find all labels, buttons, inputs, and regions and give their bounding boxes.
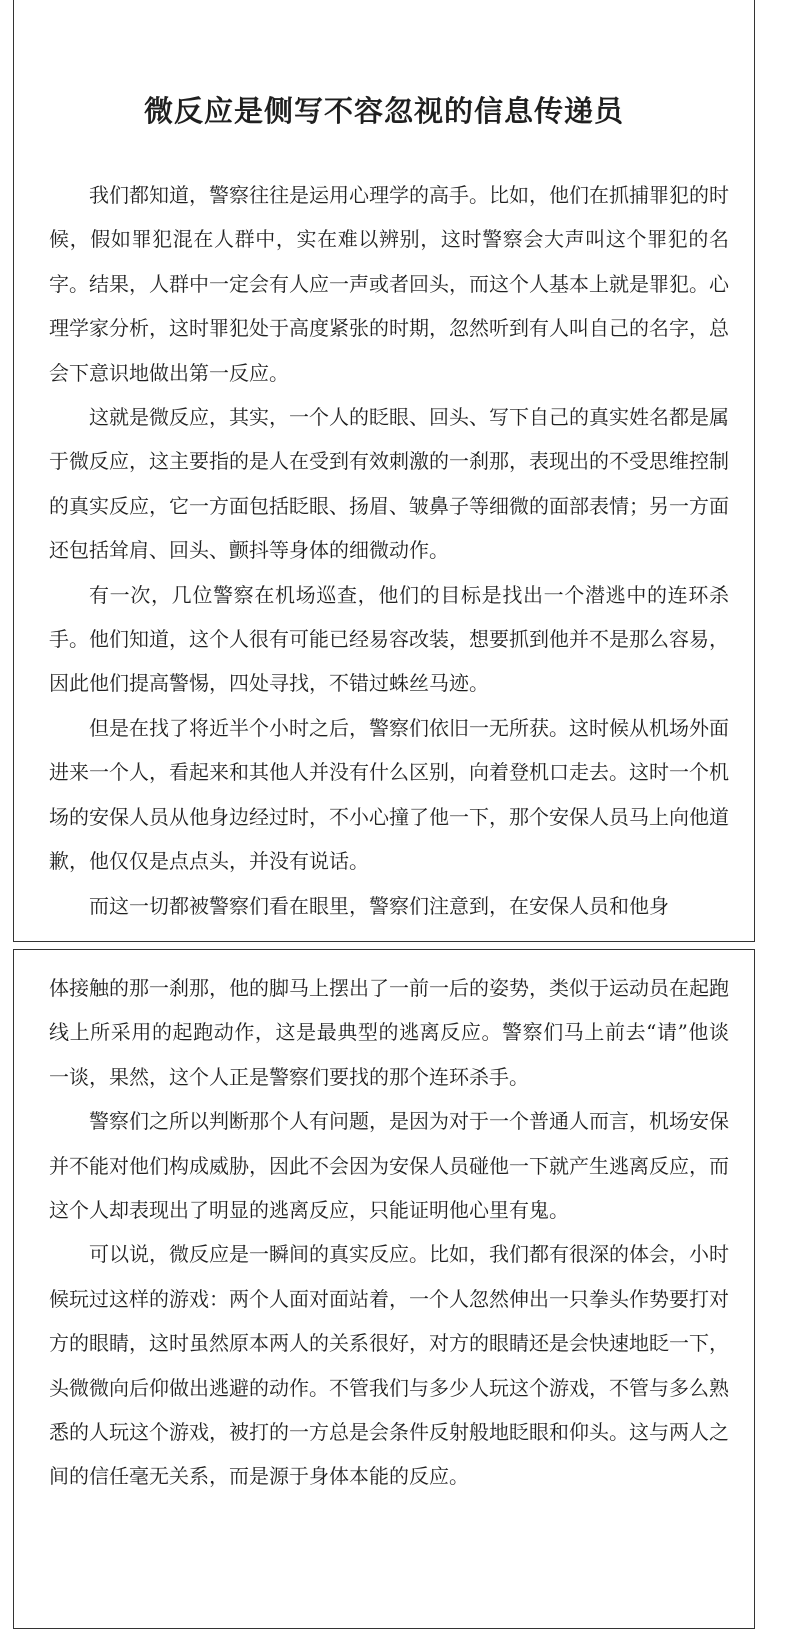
page-panel-top <box>13 0 755 942</box>
chapter-title: 微反应是侧写不容忽视的信息传递员 <box>143 94 624 128</box>
paragraph-continued: 体接触的那一刹那，他的脚马上摆出了一前一后的姿势，类似于运动员在起跑线上所采用的起跑动作，这是最典型的逃离反应。警察们马上前去“请”他谈一谈，果然，这个人正是警察们要找的那个连环杀手。 <box>49 976 729 1089</box>
body-text-top <box>49 173 729 928</box>
paragraph: 而这一切都被警察们看在眼里，警察们注意到，在安保人员和他身 <box>89 893 669 918</box>
paragraph: 警察们之所以判断那个人有问题，是因为对于一个普通人而言，机场安保并不能对他们构成威胁，因此不会因为安保人员碰他一下就产生逃离反应，而这个人却表现出了明显的逃离反应，只能证明他心里有鬼。 <box>49 1109 729 1223</box>
body-text-bottom <box>49 966 729 1499</box>
paragraph: 我们都知道，警察往往是运用心理学的高手。比如，他们在抓捕罪犯的时候，假如罪犯混在人群中，实在难以辨别，这时警察会大声叫这个罪犯的名字。结果，人群中一定会有人应一声或者回头，而这个人基本上就是罪犯。心理学家分析，这时罪犯处于高度紧张的时期，忽然听到有人叫自己的名字，总会下意识地做出第一反应。 <box>49 183 729 385</box>
paragraph: 可以说，微反应是一瞬间的真实反应。比如，我们都有很深的体会，小时候玩过这样的游戏：两个人面对面站着，一个人忽然伸出一只拳头作势要打对方的眼睛，这时虽然原本两人的关系很好，对方的眼睛还是会快速地眨一下，头微微向后仰做出逃避的动作。不管我们与多少人玩这个游戏，不管与多么熟悉的人玩这个游戏，被打的一方总是会条件反射般地眨眼和仰头。这与两人之间的信任毫无关系，而是源于身体本能的反应。 <box>49 1242 729 1489</box>
paragraph: 但是在找了将近半个小时之后，警察们依旧一无所获。这时候从机场外面进来一个人，看起来和其他人并没有什么区别，向着登机口走去。这时一个机场的安保人员从他身边经过时，不小心撞了他一下，那个安保人员马上向他道歉，他仅仅是点点头，并没有说话。 <box>49 715 729 874</box>
paragraph: 这就是微反应，其实，一个人的眨眼、回头、写下自己的真实姓名都是属于微反应，这主要指的是人在受到有效刺激的一刹那，表现出的不受思维控制的真实反应，它一方面包括眨眼、扬眉、皱鼻子等细微的面部表情；另一方面还包括耸肩、回头、颤抖等身体的细微动作。 <box>49 405 729 563</box>
paragraph: 有一次，几位警察在机场巡查，他们的目标是找出一个潜逃中的连环杀手。他们知道，这个人很有可能已经易容改装，想要抓到他并不是那么容易，因此他们提高警惕，四处寻找，不错过蛛丝马迹。 <box>49 582 729 696</box>
page-panel-bottom <box>13 949 755 1629</box>
